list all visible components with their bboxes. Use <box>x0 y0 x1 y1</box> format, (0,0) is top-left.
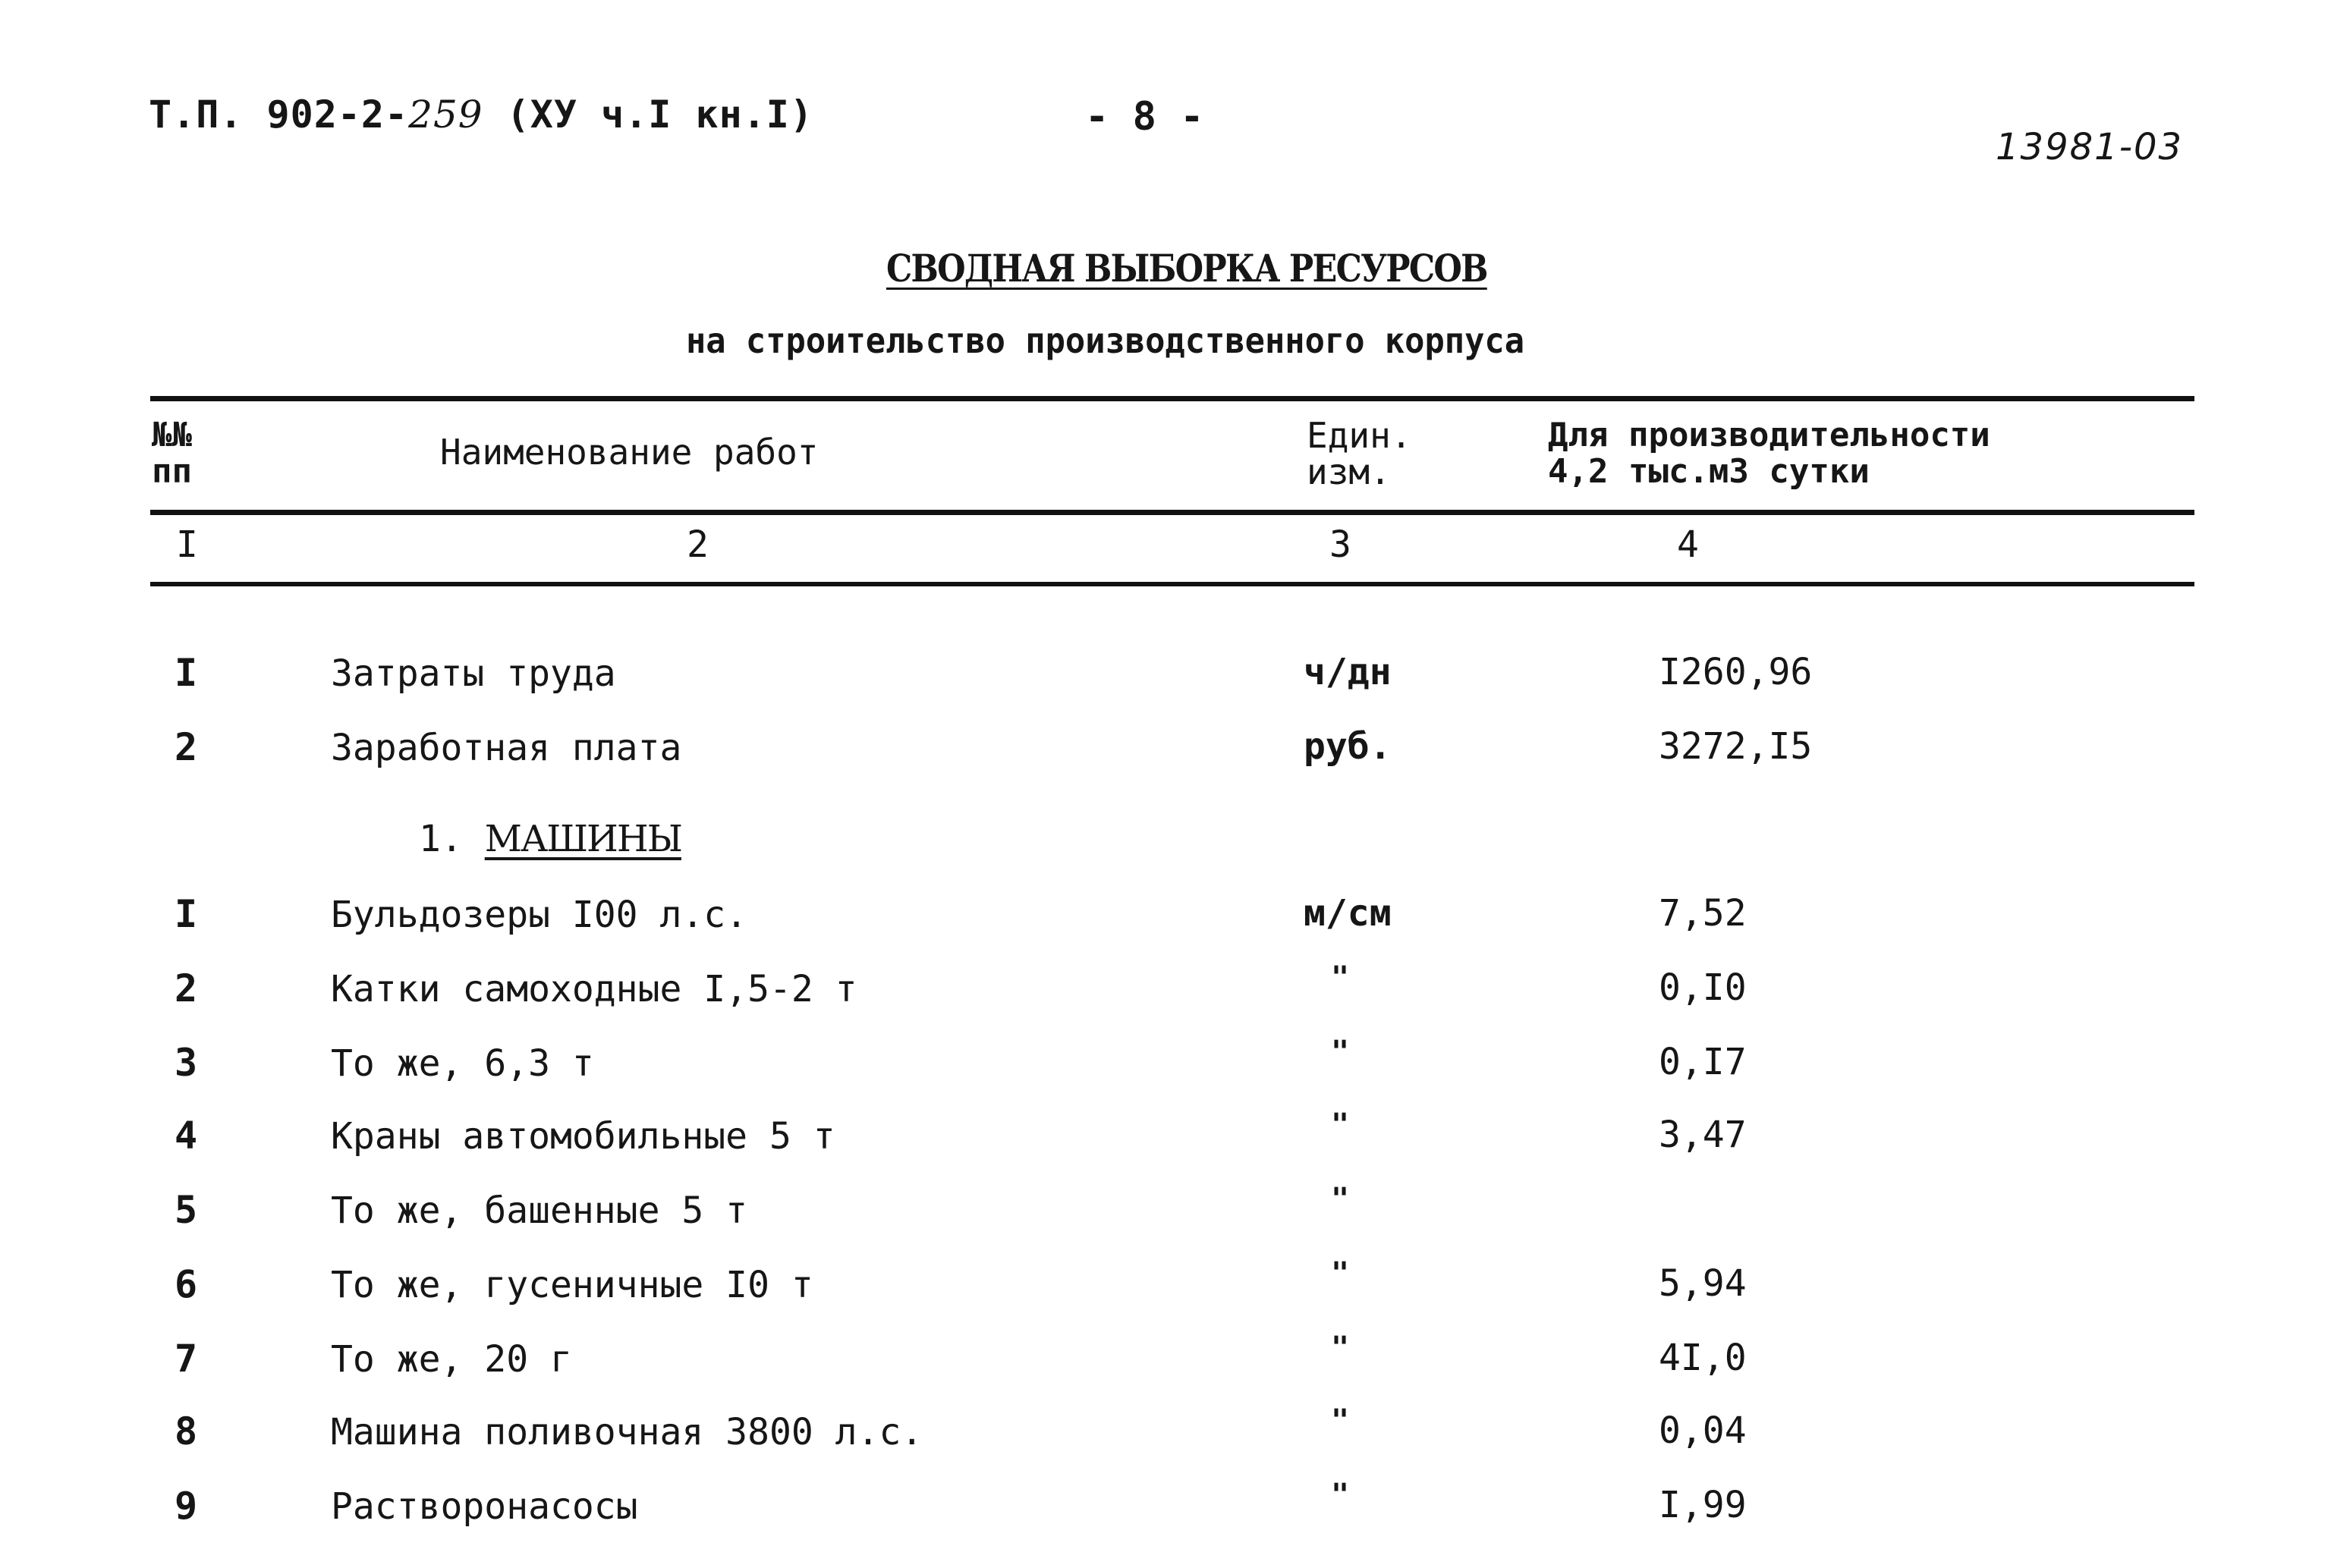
row-unit-ditto: " <box>1331 1108 1350 1142</box>
table-column-number-rule <box>150 582 2194 586</box>
row-unit-ditto: " <box>1331 1403 1350 1438</box>
row-name: То же, 20 г <box>331 1338 572 1381</box>
row-name: То же, 6,3 т <box>331 1042 594 1085</box>
document-title: СВОДНАЯ ВЫБОРКА РЕСУРСОВ <box>886 246 1487 291</box>
row-name: Бульдозеры I00 л.с. <box>331 894 748 936</box>
row-name: То же, башенные 5 т <box>331 1189 748 1232</box>
row-name: Растворонасосы <box>331 1485 638 1528</box>
row-number: 2 <box>175 725 198 769</box>
section-title: МАШИНЫ <box>484 818 681 860</box>
row-name: Катки самоходные I,5-2 т <box>331 968 857 1010</box>
row-name: Заработная плата <box>331 727 682 769</box>
row-unit: м/см <box>1304 892 1392 935</box>
row-value: 3272,I5 <box>1659 725 1813 768</box>
row-unit-ditto: " <box>1331 1182 1350 1217</box>
row-name: Затраты труда <box>331 652 616 695</box>
column-number: 2 <box>687 523 709 566</box>
page-number: - 8 - <box>1085 94 1204 140</box>
table-header-rule <box>150 510 2194 515</box>
section-number: 1. <box>419 818 463 860</box>
document-code-handwritten: 259 <box>408 93 483 137</box>
header-value: Для производительности 4,2 тыс.м3 сутки <box>1548 416 1990 491</box>
row-name: Машина поливочная 3800 л.с. <box>331 1411 923 1453</box>
row-number: 4 <box>175 1114 198 1158</box>
document-code-prefix: Т.П. 902-2- <box>149 93 409 137</box>
column-number: 4 <box>1677 523 1699 566</box>
row-value: 4I,0 <box>1659 1337 1747 1379</box>
row-value: I260,96 <box>1659 651 1813 693</box>
header-unit: Един. изм. <box>1307 415 1412 492</box>
row-number: 5 <box>175 1188 198 1232</box>
header-number: №№ пп <box>152 416 192 491</box>
table-top-rule <box>150 396 2194 401</box>
row-unit-ditto: " <box>1331 1256 1350 1291</box>
column-number: I <box>176 523 198 566</box>
row-number: 2 <box>175 966 198 1010</box>
row-unit-ditto: " <box>1331 1331 1350 1365</box>
document-code <box>149 93 813 137</box>
header-name: Наименование работ <box>440 432 819 473</box>
row-number: 9 <box>175 1484 198 1528</box>
row-value: 0,I7 <box>1659 1041 1747 1083</box>
row-number: 8 <box>175 1409 198 1453</box>
row-number: 3 <box>175 1041 198 1085</box>
row-unit-ditto: " <box>1331 1035 1350 1070</box>
row-value: 3,47 <box>1659 1114 1747 1156</box>
row-number: I <box>175 651 198 695</box>
row-unit: руб. <box>1304 725 1392 768</box>
row-value: 5,94 <box>1659 1262 1747 1305</box>
row-value: 0,I0 <box>1659 966 1747 1009</box>
row-number: I <box>175 892 198 936</box>
section-heading <box>419 818 681 860</box>
row-number: 7 <box>175 1337 198 1381</box>
row-unit-ditto: " <box>1331 1478 1350 1513</box>
row-name: Краны автомобильные 5 т <box>331 1115 835 1158</box>
row-unit: ч/дн <box>1304 651 1392 693</box>
row-value: I,99 <box>1659 1484 1747 1526</box>
row-value: 0,04 <box>1659 1409 1747 1452</box>
row-number: 6 <box>175 1262 198 1306</box>
archive-number: 13981-03 <box>1996 126 2184 168</box>
document-subtitle: на строительство производственного корпуса <box>686 320 1525 361</box>
row-unit-ditto: " <box>1331 960 1350 995</box>
row-name: То же, гусеничные I0 т <box>331 1264 813 1306</box>
document-code-suffix: (ХУ ч.I кн.I) <box>483 93 814 137</box>
column-number: 3 <box>1329 523 1351 566</box>
row-value: 7,52 <box>1659 892 1747 935</box>
